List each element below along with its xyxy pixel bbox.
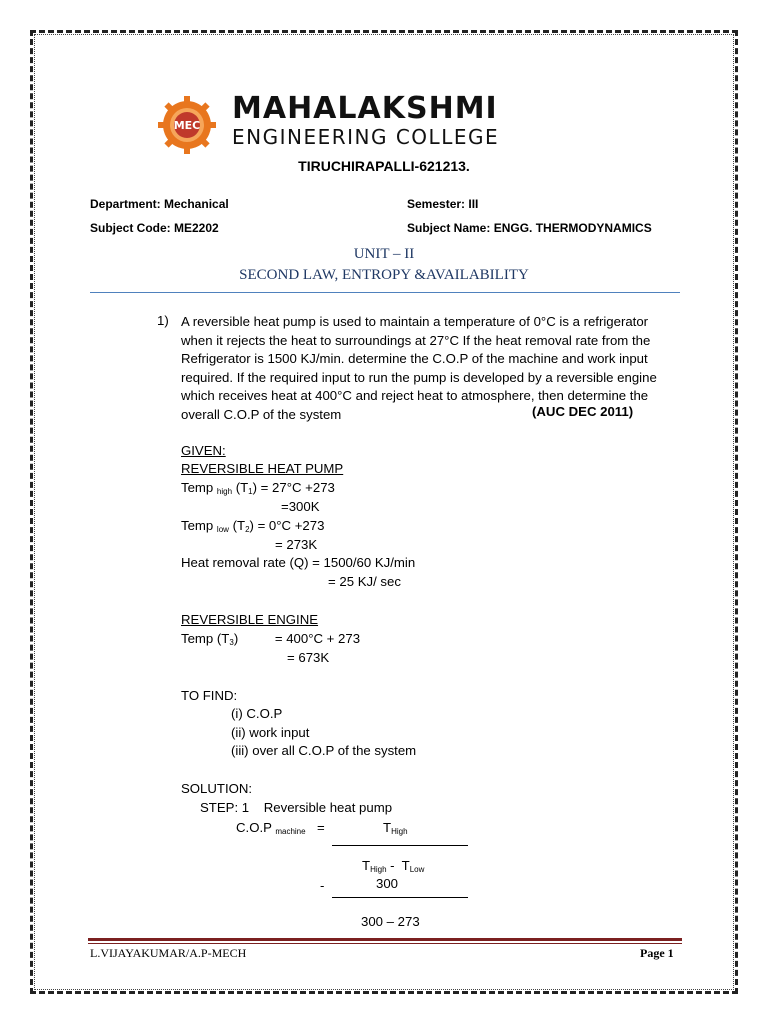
page-border-inner — [34, 34, 734, 990]
fraction-bar — [332, 845, 468, 846]
section-divider — [90, 292, 680, 293]
cop-label: C.O.P $_{machine}$ — [236, 820, 306, 836]
department: Department: Mechanical — [90, 197, 229, 211]
footer-author: L.VIJAYAKUMAR/A.P-MECH — [90, 946, 247, 960]
college-name: MAHALAKSHMI — [232, 91, 498, 126]
cop-equals: = — [317, 820, 325, 835]
to-find-item: (i) C.O.P — [231, 706, 283, 721]
college-logo — [156, 94, 218, 156]
t1-result: =300K — [281, 499, 320, 514]
college-city: TIRUCHIRAPALLI-621213. — [298, 158, 470, 174]
question-source: (AUC DEC 2011) — [532, 404, 634, 419]
t3-result: = 673K — [287, 650, 330, 665]
q-line: Heat removal rate (Q) = 1500/60 KJ/min — [181, 555, 416, 570]
fraction-denominator-value: 300 – 273 — [361, 914, 420, 929]
subject-name: Subject Name: ENGG. THERMODYNAMICS — [407, 221, 652, 235]
subject-code: Subject Code: ME2202 — [90, 221, 219, 235]
given-heading: GIVEN: — [181, 443, 226, 458]
college-subtitle: ENGINEERING COLLEGE — [232, 125, 500, 149]
solution-step: STEP: 1 Reversible heat pump — [200, 800, 393, 815]
pump-heading: REVERSIBLE HEAT PUMP — [181, 461, 344, 476]
engine-heading: REVERSIBLE ENGINE — [181, 612, 319, 627]
solution-heading: SOLUTION: — [181, 781, 253, 796]
fraction-numerator: $T_{High}$ — [383, 820, 408, 836]
fraction-denominator: $T_{High} - T_{Low}$ — [362, 858, 425, 874]
t1-line: Temp $_{high}$ $(T_1) = 27^\circ C +273$ — [181, 480, 335, 496]
semester: Semester: III — [407, 197, 479, 211]
fraction-bar — [332, 897, 468, 898]
question-text: A reversible heat pump is used to maintain a temperature of 0°C is a refrigerator when it rejects the heat to surroundings at 27°C If the heat removal rate from the Refrigerator is 1500 KJ/min. determine the C.O.P of the machine and work input required. If the required input to run the pump is developed by a reversible engine which receives heat at 400°C and reject heat to atmosphere, then determine the overall C.O.P of the system — [181, 314, 657, 422]
t3-line: Temp $(T_3)$ = 400°C + 273 — [181, 631, 361, 647]
t2-result: = 273K — [275, 537, 318, 552]
unit-title: UNIT – II — [353, 246, 415, 262]
dash: - — [320, 878, 325, 893]
t2-line: Temp $_{low}$ $(T_2) = 0^\circ C +273$ — [181, 518, 325, 534]
q-result: = 25 KJ/ sec — [328, 574, 401, 589]
to-find-item: (ii) work input — [231, 725, 310, 740]
logo-text: MEC — [173, 119, 201, 132]
question-number: 1) — [157, 313, 169, 328]
to-find-heading: TO FIND: — [181, 688, 238, 703]
footer-rule — [88, 938, 682, 941]
to-find-item: (iii) over all C.O.P of the system — [231, 743, 417, 758]
unit-subtitle: SECOND LAW, ENTROPY &AVAILABILITY — [239, 267, 529, 283]
fraction-numerator-value: 300 — [376, 876, 399, 891]
footer-rule-thin — [88, 943, 682, 944]
page-number: Page 1 — [640, 946, 674, 960]
